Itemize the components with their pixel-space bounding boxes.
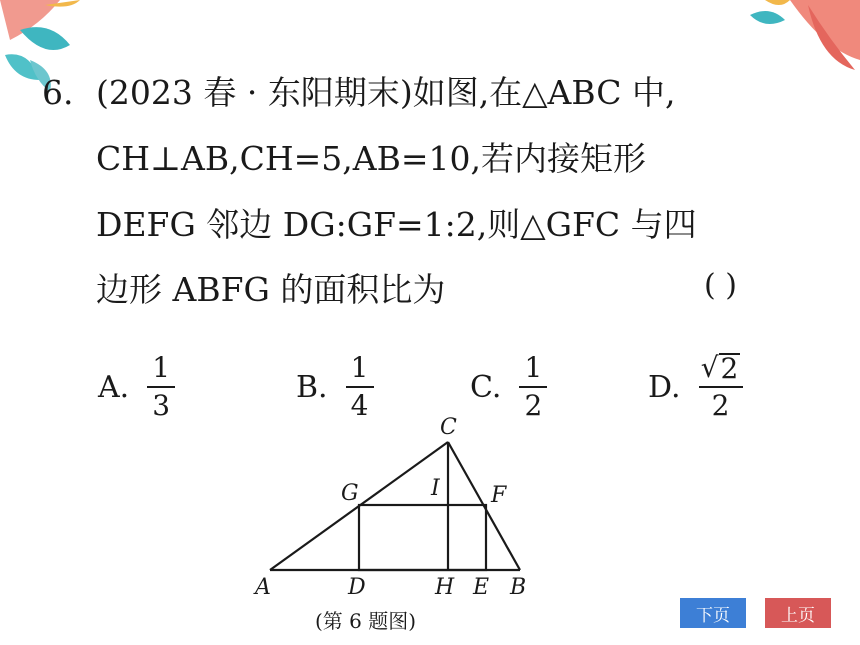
- choice-a[interactable]: [98, 352, 175, 422]
- next-page-button[interactable]: 下页: [680, 598, 746, 628]
- choice-b-label: B.: [296, 369, 328, 405]
- choice-a-fraction: $\frac{1}{3}$: [147, 353, 175, 421]
- label-a: A: [255, 575, 271, 600]
- previous-page-button[interactable]: 上页: [765, 598, 831, 628]
- label-d: D: [348, 575, 366, 600]
- choice-c-fraction: $\frac{1}{2}$: [519, 353, 547, 421]
- label-g: G: [341, 481, 359, 506]
- label-i: I: [431, 476, 440, 501]
- label-e: E: [473, 575, 490, 600]
- question-line-1: (2023 春 · 东阳期末)如图,在△ABC 中,: [96, 73, 676, 112]
- leaf-decoration-right: [730, 0, 860, 80]
- triangle-figure: [245, 412, 545, 602]
- label-b: B: [510, 575, 527, 600]
- label-f: F: [491, 483, 507, 508]
- question-line-4: 边形 ABFG 的面积比为: [96, 270, 446, 309]
- choice-a-label: A.: [98, 369, 130, 405]
- figure-caption: (第 6 题图): [315, 609, 417, 633]
- question-line-3: DEFG 邻边 DG:GF=1:2,则△GFC 与四: [96, 205, 697, 244]
- choice-d-label: D.: [648, 369, 681, 405]
- answer-blank: ( ): [704, 268, 737, 303]
- label-c: C: [440, 415, 457, 440]
- question-number: 6.: [42, 73, 74, 112]
- question-line-2: CH⊥AB,CH=5,AB=10,若内接矩形: [96, 139, 647, 178]
- choice-d-fraction: √ 2 2: [699, 353, 743, 421]
- rectangle-defg: [359, 505, 486, 570]
- choice-b-fraction: $\frac{1}{4}$: [346, 353, 374, 421]
- label-h: H: [435, 575, 455, 600]
- choice-c-label: C.: [470, 369, 502, 405]
- choice-d[interactable]: [648, 352, 743, 422]
